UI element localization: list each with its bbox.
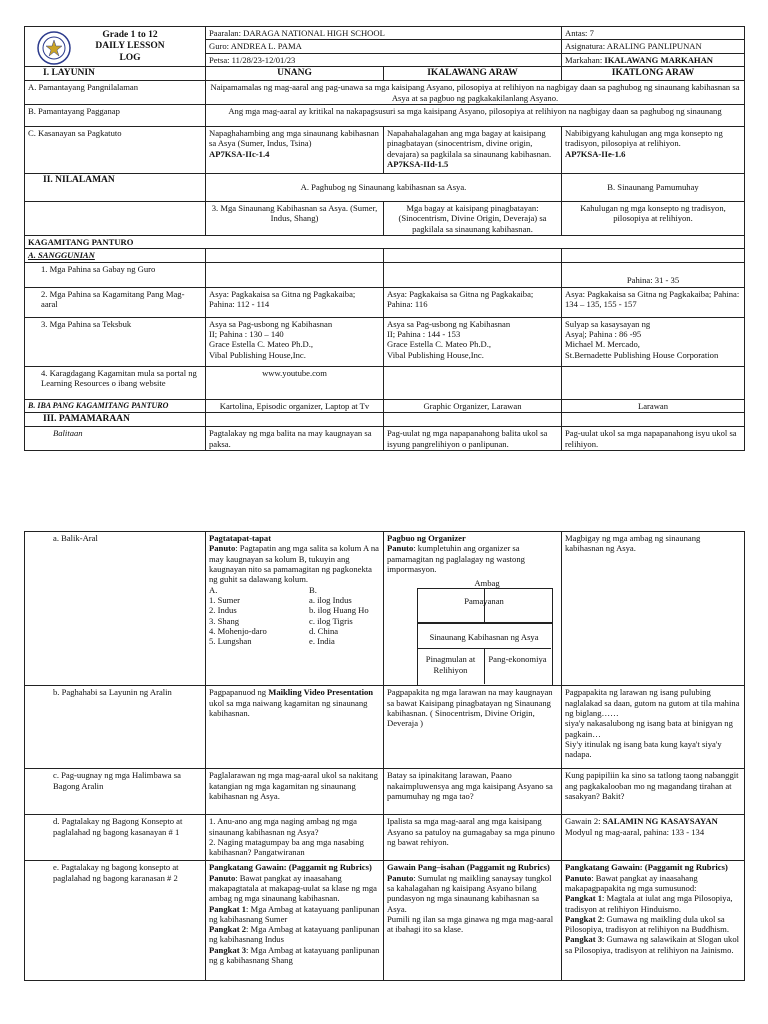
panuto-text: : Bawat pangkat ay inaasahang makapagpapakita ng mga sumusunod:	[565, 872, 698, 893]
nilalaman-day-3: B. Sinaunang Pamumuhay	[562, 173, 745, 201]
col-a-item: 4. Mohenjo-daro	[209, 625, 267, 636]
pangkat-text: : Gumawa ng salawikain at Slogan ukol sa Pilosopiya, tradisyon at relihiyon na Jainismo.	[565, 934, 740, 955]
panuto-label: Panuto	[387, 543, 414, 554]
pag-uugnay-day-1: Paglalarawan ng mga mag-aaral ukol sa nakitang katangian ng mga kagamitan ng sinaunang kabihasnan ng Asya.	[206, 769, 384, 815]
col-b-item: e. India	[309, 636, 335, 647]
section-nilalaman: II. NILALAMAN	[25, 173, 206, 201]
teksbuk-3-line: St.Bernadette Publishing House Corporation	[565, 349, 719, 360]
iba-day-1: Kartolina, Episodic organizer, Laptop at Tv	[206, 399, 384, 412]
section-layunin: I. LAYUNIN	[25, 66, 206, 80]
org-center: Sinaunang Kabihasnan ng Asya	[429, 632, 539, 643]
pagtalakay-2-day-2	[384, 861, 562, 981]
lesson-log-table-page2	[24, 531, 745, 981]
blank-cell	[562, 412, 745, 426]
teksbuk-label: 3. Mga Pahina sa Teksbuk	[25, 317, 206, 366]
paghahabi-label: b. Paghahabi sa Layunin ng Aralin	[25, 686, 206, 769]
pagtalakay-1-day-2: Ipalista sa mga mag-aaral ang mga kaisipang Asyano sa patuloy na gumagabay sa mga pinuno ng bawat rehiyon.	[384, 815, 562, 861]
e1-panuto	[209, 873, 380, 904]
a1-title: Pagtatapat-tapat	[209, 533, 272, 543]
blank-cell	[384, 262, 562, 287]
paghahabi-day-1	[206, 686, 384, 769]
kasanayan-3-text: Nabibigyang kahulugan ang mga konsepto ng tradisyon, pilosopiya at relihiyon.	[565, 127, 723, 149]
panuto-text: : Sumulat ng maikling sanaysay tungkol sa kahalagahan ng kaisipang Asyano bilang pundasyon ng mga sinaunang kabihasnan sa Asya.	[387, 872, 552, 914]
e3-panuto	[565, 873, 741, 894]
pangkat-label: Pangkat 2	[565, 913, 603, 924]
lr-day-1: www.youtube.com	[206, 366, 384, 399]
balik-aral-label: a. Balik-Aral	[25, 532, 206, 686]
pagtalakay-1-label: d. Pagtalakay ng Bagong Konsepto at paglalahad ng bagong kasanayan # 1	[25, 815, 206, 861]
school-cell: Paaralan: DARAGA NATIONAL HIGH SCHOOL	[206, 27, 562, 40]
kasanayan-1-code: AP7KSA-IIc-1.4	[209, 148, 270, 159]
teksbuk-2-line: Grace Estella C. Mateo Ph.D.,	[387, 339, 492, 350]
panuto-label: Panuto	[565, 872, 592, 883]
e2-panuto	[387, 873, 558, 914]
kagamitan-day-1: Asya: Pagkakaisa sa Gitna ng Pagkakaiba; Pahina: 112 - 114	[206, 287, 384, 317]
e1-pangkat-1	[209, 904, 380, 925]
pangkat-label: Pangkat 2	[209, 924, 247, 935]
day-2-header: IKALAWANG ARAW	[384, 66, 562, 80]
section-kagamitan: KAGAMITANG PANTURO	[25, 235, 745, 248]
nilalaman-sub-2: Mga bagay at kaisipang pinagbatayan: (Sinocentrism, Divine Origin, Deveraja) sa pagkilala sa sinaunang kabihasnan.	[384, 201, 562, 235]
teksbuk-1-line: Asya sa Pag-usbong ng Kabihasnan	[209, 318, 333, 329]
header-title-cell	[25, 27, 206, 67]
panuto-label: Panuto	[387, 872, 414, 883]
org-ambag: Ambag	[474, 578, 500, 589]
pagtalakay-1-day-1	[206, 815, 384, 861]
pangkat-text: : Mga Ambag at katayuang panlipunan ng kabihasnang Sumer	[209, 903, 380, 924]
subject-cell: Asignatura: ARALING PANLIPUNAN	[562, 40, 745, 53]
col-a-item: 5. Lungshan	[209, 636, 252, 647]
lesson-log-table-page1	[24, 26, 745, 451]
nilalaman-blank	[25, 201, 206, 235]
grade-cell: Antas: 7	[562, 27, 745, 40]
blank-cell	[384, 366, 562, 399]
pangkat-text: : Gumawa ng maikling dula ukol sa Pilosopiya, tradisyon at relihiyon na Buddhism.	[565, 913, 729, 935]
pag-uugnay-day-3: Kung papipiliin ka sino sa tatlong taong nabanggit ang pagkakalooban mo ng magandang tirahan at sasakyan? Bakit?	[562, 769, 745, 815]
b3-line: Pagpapakita ng larawan ng isang pulubing naglalakad sa daan, gutom na gutom at tila mahina ng biglang……	[565, 687, 740, 718]
panuto-text: : Pagtapatin ang mga salita sa kolum A na may kaugnayan sa kolum B, tukuyin ang kaugnayan nito sa pamamagitan ng pagkonekta ng guhit sa dalawang kolum.	[209, 543, 379, 585]
column-b	[309, 585, 369, 647]
e1-pangkat-2	[209, 924, 380, 945]
gabay-label: 1. Mga Pahina sa Gabay ng Guro	[25, 262, 206, 287]
b1-bold: Maikling Video Presentation	[268, 687, 374, 698]
col-a-item: 2. Indus	[209, 605, 237, 616]
kasanayan-day-2	[384, 126, 562, 173]
blank-cell	[562, 249, 745, 262]
nilalaman-main: A. Paghubog ng Sinaunang kabihasnan sa Asya.	[206, 173, 562, 201]
e2-title: Gawain Pang–isahan (Paggamit ng Rubrics)	[387, 862, 550, 873]
a2-title: Pagbuo ng Organizer	[387, 533, 466, 543]
section-pamamaraan: III. PAMAMARAAN	[25, 412, 206, 426]
panuto-label: Panuto	[209, 543, 236, 554]
section-sanggunian: A. SANGGUNIAN	[25, 249, 206, 262]
b1-pre: Pagpapanuod ng	[209, 687, 269, 698]
blank-cell	[206, 262, 384, 287]
kasanayan-2-code: AP7KSA-IId-1.5	[387, 158, 449, 169]
teksbuk-3-line: Asya|; Pahina : 86 -95	[565, 328, 642, 339]
col-a-item: A.	[209, 584, 218, 595]
pagtalakay-2-day-3	[562, 861, 745, 981]
teksbuk-day-2	[384, 317, 562, 366]
teksbuk-day-3	[562, 317, 745, 366]
lr-label: 4. Karagdagang Kagamitan mula sa portal ng Learning Resources o ibang website	[25, 366, 206, 399]
quarter-label: Markahan:	[565, 54, 603, 65]
dates-cell: Petsa: 11/28/23-12/01/23	[206, 53, 562, 66]
pag-uugnay-label: c. Pag-uugnay ng mga Halimbawa sa Bagong Aralin	[25, 769, 206, 815]
b1-post: ukol sa mga naiwang kagamitan ng sinaunang kabihasnan.	[209, 697, 368, 718]
iba-day-3: Larawan	[562, 399, 745, 412]
kasanayan-2-text: Napahahalagahan ang mga bagay at kaisipang pinagbatayan (sinocentrism, divine origin, devajara) sa pagkilala sa sinaunang kabihasnan.	[387, 127, 552, 159]
panuto-text: : kumpletuhin ang organizer sa pamamagitan ng paglalagay ng wastong impormasyon.	[387, 543, 525, 574]
balitaan-day-2: Pag-uulat ng mga napapanahong balita ukol sa isyung pangrelihiyon o panlipunan.	[384, 427, 562, 451]
balik-aral-day-3: Magbigay ng mga ambag ng sinaunang kabihasnan ng Asya.	[562, 532, 745, 686]
blank-cell	[562, 366, 745, 399]
b3-line: Siy'y itinulak ng isang bata kung kaya't siya'y nadapa.	[565, 738, 722, 760]
teksbuk-1-line: Grace Estella C. Mateo Ph.D.,	[209, 339, 314, 350]
a2-panuto	[387, 543, 558, 574]
blank-cell	[206, 249, 384, 262]
pagtalakay-2-label: e. Pagtalakay ng bagong konsepto at paglalahad ng bagong karanasan # 2	[25, 861, 206, 981]
nilalaman-sub-3: Kahulugan ng mga konsepto ng tradisyon, pilosopiya at relihiyon.	[562, 201, 745, 235]
teksbuk-2-line: II; Pahina : 144 - 153	[387, 328, 461, 339]
quarter-cell	[562, 53, 745, 66]
paghahabi-day-2: Pagpapakita ng mga larawan na may kaugnayan sa bawat Kaisipang pinagbatayan ng Sinaunang kabihasnan. ( Sinocentrism, Divine Origin, Deveraja )	[384, 686, 562, 769]
section-iba-pang: B. IBA PANG KAGAMITANG PANTURO	[25, 399, 206, 412]
kasanayan-1-text: Napaghahambing ang mga sinaunang kabihasnan sa Asya (Sumer, Indus, Tsina)	[209, 127, 379, 149]
pagtalakay-1-day-3	[562, 815, 745, 861]
kasanayan-3-code: AP7KSA-IIe-1.6	[565, 148, 626, 159]
kasanayan-label: C. Kasanayan sa Pagkatuto	[25, 126, 206, 173]
d1-line: 2. Naging matagumpay ba ang mga nasabing kabihasnan? Pangatwiranan	[209, 836, 364, 858]
e3-title: Pangkatang Gawain: (Paggamit ng Rubrics)	[565, 862, 728, 873]
teksbuk-1-line: Vibal Publishing House,Inc.	[209, 349, 306, 360]
col-a-item: 1. Sumer	[209, 594, 241, 605]
balitaan-label: Balitaan	[25, 427, 206, 451]
d3-pre: Gawain 2:	[565, 816, 603, 827]
pangkat-label: Pangkat 1	[209, 903, 247, 914]
gabay-day-3: Pahina: 31 - 35	[562, 262, 745, 287]
col-a-item: 3. Shang	[209, 615, 240, 626]
org-pinagmulan: Pinagmulan at Relihiyon	[425, 654, 476, 675]
pangkat-label: Pangkat 3	[209, 944, 247, 955]
col-b-item: B.	[309, 584, 317, 595]
teksbuk-3-line: Michael M. Mercado,	[565, 339, 640, 350]
pangnilalaman-label: A. Pamantayang Pangnilalaman	[25, 81, 206, 105]
e1-pangkat-3	[209, 945, 380, 966]
graphic-organizer	[387, 574, 558, 684]
teksbuk-2-line: Asya sa Pag-usbong ng Kabihasnan	[387, 318, 511, 329]
blank-cell	[384, 249, 562, 262]
blank-cell	[384, 412, 562, 426]
pag-uugnay-day-2: Batay sa ipinakitang larawan, Paano nakaimpluwensya ang mga kaisipang Asyano sa pamumuhay ng mga tao?	[384, 769, 562, 815]
e1-title: Pangkatang Gawain: (Paggamit ng Rubrics)	[209, 862, 372, 873]
title-line-2: DAILY LESSON	[95, 41, 165, 52]
teksbuk-1-line: II; Pahina : 130 – 140	[209, 328, 284, 339]
title-line-1: Grade 1 to 12	[102, 30, 158, 40]
col-b-item: d. China	[309, 625, 339, 636]
balik-aral-day-2	[384, 532, 562, 686]
pangkat-text: : Mga Ambag at katayuang panlipunan ng g kabihasnang Shang	[209, 944, 380, 966]
balik-aral-day-1	[206, 532, 384, 686]
deped-seal-icon	[37, 31, 71, 65]
kasanayan-day-3	[562, 126, 745, 173]
matching-columns	[209, 585, 380, 647]
pagganap-label: B. Pamantayang Pagganap	[25, 104, 206, 126]
balitaan-day-1: Pagtalakay ng mga balita na may kaugnayan sa paksa.	[206, 427, 384, 451]
e3-pangkat-2	[565, 914, 741, 935]
e3-pangkat-1	[565, 893, 741, 914]
blank-cell	[206, 412, 384, 426]
teacher-cell: Guro: ANDREA L. PAMA	[206, 40, 562, 53]
kagamitan-label: 2. Mga Pahina sa Kagamitang Pang Mag- aaral	[25, 287, 206, 317]
teksbuk-2-line: Vibal Publishing House,Inc.	[387, 349, 484, 360]
col-b-item: c. ilog Tigris	[309, 615, 353, 626]
org-ekonomiya: Pang-ekonomiya	[488, 654, 547, 665]
panuto-label: Panuto	[209, 872, 236, 883]
panuto-text: : Bawat pangkat ay inaasahang makapagtatala at makapag-uulat sa klase ng mga ambag ng mga sinaunang kabihasnan.	[209, 872, 377, 904]
iba-day-2: Graphic Organizer, Larawan	[384, 399, 562, 412]
kagamitan-day-3: Asya: Pagkakaisa sa Gitna ng Pagkakaiba; Pahina: 134 – 135, 155 - 157	[562, 287, 745, 317]
e3-pangkat-3	[565, 934, 741, 955]
balitaan-day-3: Pag-uulat ukol sa mga napapanahong isyu ukol sa relihiyon.	[562, 427, 745, 451]
b3-line: siya'y nakasalubong ng isang bata at binigyan ng pagkain…	[565, 718, 733, 739]
nilalaman-sub-1: 3. Mga Sinaunang Kabihasnan sa Asya. (Sumer, Indus, Shang)	[206, 201, 384, 235]
kagamitan-day-2: Asya: Pagkakaisa sa Gitna ng Pagkakaiba; Pahina: 116	[384, 287, 562, 317]
teksbuk-3-line: Sulyap sa kasaysayan ng	[565, 318, 651, 329]
pangkat-text: : Mga Ambag at katayuang panlipunan ng kabihasnang Indus	[209, 924, 380, 945]
d1-line: 1. Anu-ano ang mga naging ambag ng mga sinaunang kabihasnan ng Asya?	[209, 816, 357, 837]
day-3-header: IKATLONG ARAW	[562, 66, 745, 80]
pangkat-text: : Magtala at iulat ang mga Pilosopiya, tradisyon at relihiyon Hinduismo.	[565, 893, 733, 914]
d3-post: Modyul ng mag-aaral, pahina: 133 - 134	[565, 826, 705, 837]
col-b-item: b. ilog Huang Ho	[309, 605, 369, 616]
day-1-header: UNANG	[206, 66, 384, 80]
pangkat-label: Pangkat 1	[565, 893, 603, 904]
quarter-value: IKALAWANG MARKAHAN	[604, 54, 714, 65]
col-b-item: a. ilog Indus	[309, 594, 352, 605]
kasanayan-day-1	[206, 126, 384, 173]
pangnilalaman-text: Naipamamalas ng mag-aaral ang pag-unawa sa mga kaisipang Asyano, pilosopiya at relihiyon na nagbigay daan sa paghubog ng sinaunang kabihasnan sa Asya at sa pagbuo ng pagkakakilanlang Asyano.	[206, 81, 745, 105]
e2-extra: Pumili ng ilan sa mga ginawa ng mga mag-aaral at ibahagi ito sa klase.	[387, 913, 554, 935]
title-line-3: LOG	[119, 52, 141, 63]
pangkat-label: Pangkat 3	[565, 934, 603, 945]
a1-panuto	[209, 543, 380, 584]
pagganap-text: Ang mga mag-aaral ay kritikal na nakapagsusuri sa mga kaisipang Asyano, pilosopiya at relihiyon na nagbigay daan sa paghubog ng sinaunang	[206, 104, 745, 126]
pagtalakay-2-day-1	[206, 861, 384, 981]
d3-bold: SALAMIN NG KASAYSAYAN	[602, 816, 718, 827]
org-pamayanan: Pamayanan	[464, 596, 504, 607]
paghahabi-day-3	[562, 686, 745, 769]
teksbuk-day-1	[206, 317, 384, 366]
